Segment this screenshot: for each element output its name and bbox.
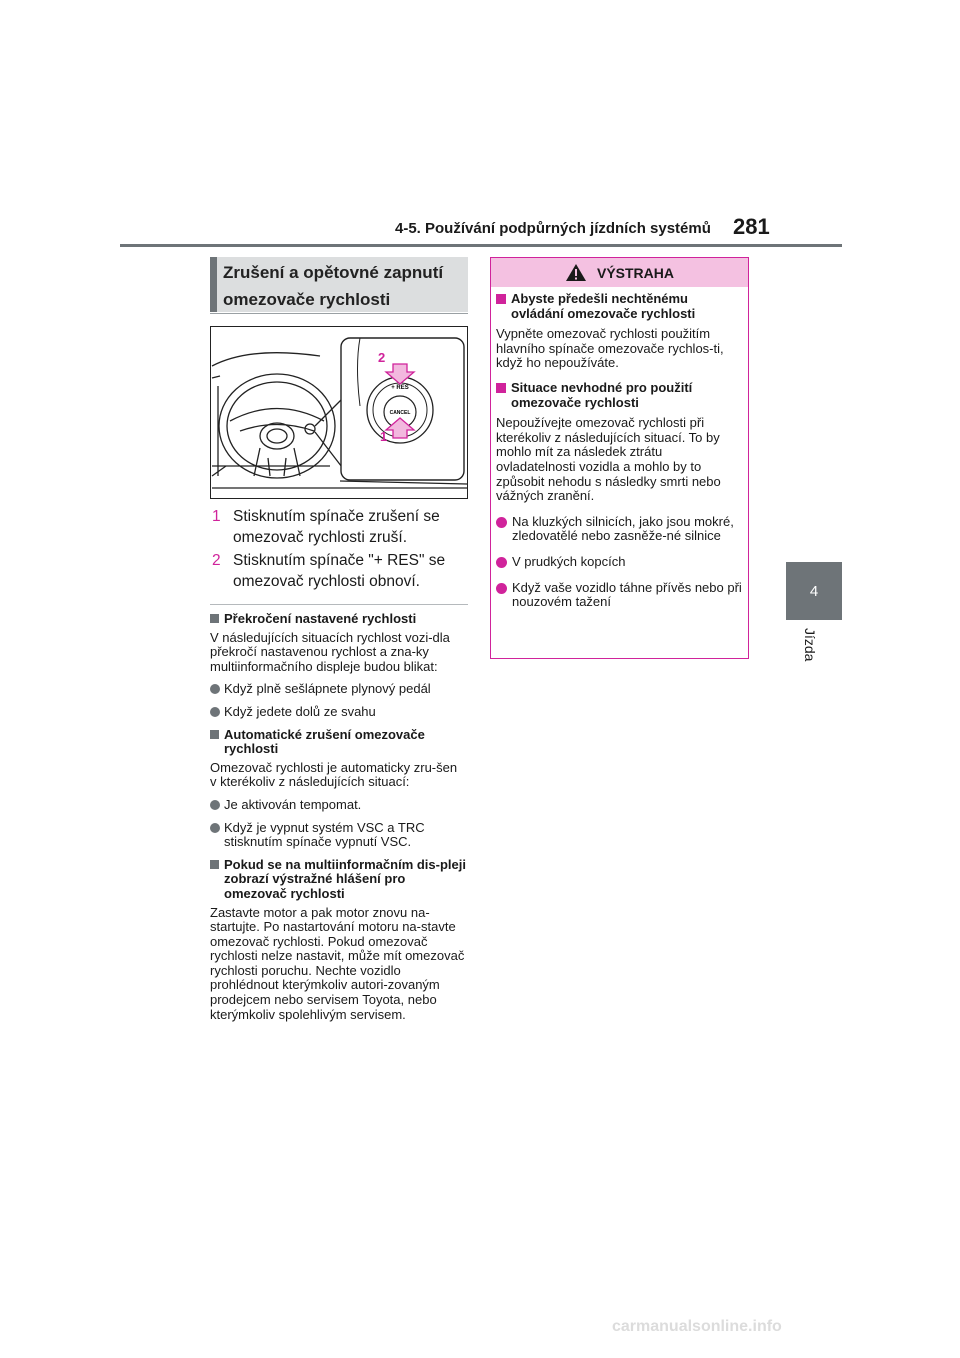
step-number: 1 [212, 508, 221, 525]
warning-header [491, 258, 748, 287]
warning-content [496, 292, 744, 610]
warning-bullet: Na kluzkých silnicích, jako jsou mokré, zledovatělé nebo zasněže-né silnice [496, 515, 744, 544]
notes-column [210, 612, 466, 1022]
bullet-item: Je aktivován tempomat. [210, 798, 466, 813]
note-paragraph: Omezovač rychlosti je automaticky zru-šen v kterékoliv z následujících situací: [210, 759, 458, 790]
bullet-item: Když jedete dolů ze svahu [210, 705, 466, 720]
steering-wheel-illustration [210, 326, 468, 499]
step-text: Stisknutím spínače zrušení se omezovač rychlosti zruší. [233, 508, 440, 546]
note-paragraph: Zastavte motor a pak motor znovu na-startujte. Po nastartování motoru na-stavte omezovač rychlosti. Pokud omezovač rychlosti nelze nastavit, může mít omezovač rychlosti poruchu. Nechte vozidlo prohlédnout kterýmkoliv autori-zovaným prodejcem nebo servisem Toyota, nebo kterýmkoliv spolehlivým servisem. [210, 904, 465, 1022]
section-header-title: 4-5. Používání podpůrných jízdních systémů [395, 220, 711, 237]
header-rule [120, 244, 842, 247]
note-paragraph: V následujících situacích rychlost vozi-dla překročí nastavenou rychlost a zna-ky multiinformačního displeje budou blikat: [210, 629, 450, 674]
warning-paragraph: Vypněte omezovač rychlosti použitím hlavního spínače omezovače rychlos-ti, když ho nepoužíváte. [496, 326, 724, 371]
note-heading-speed-exceeded: Překročení nastavené rychlosti [210, 612, 466, 627]
footer-watermark: carmanualsonline.info [612, 1318, 782, 1335]
section-heading [210, 257, 468, 312]
bullet-item: Když plně sešlápnete plynový pedál [210, 682, 466, 697]
step-number: 2 [212, 552, 221, 569]
note-heading-warning-message: Pokud se na multiinformačním dis-pleji zobrazí výstražné hlášení pro omezovač rychlosti [210, 858, 466, 902]
section-title-line2: omezovače rychlosti [223, 290, 391, 309]
step-text: Stisknutím spínače "+ RES" se omezovač rychlosti obnoví. [233, 552, 446, 590]
warning-bullet: V prudkých kopcích [496, 555, 744, 570]
subsection-divider [210, 604, 468, 605]
warning-heading: Situace nevhodné pro použití omezovače rychlosti [496, 381, 744, 410]
warning-heading: Abyste předešli nechtěnému ovládání omezovače rychlosti [496, 292, 744, 321]
section-divider [210, 313, 468, 314]
bullet-item: Když je vypnut systém VSC a TRC stisknutím spínače vypnutí VSC. [210, 821, 466, 850]
page-number: 281 [733, 214, 770, 239]
chapter-tab [786, 562, 842, 620]
callout-1: 1 [380, 429, 388, 444]
section-title-line1: Zrušení a opětovné zapnutí [223, 263, 444, 282]
chapter-number: 4 [809, 582, 819, 600]
chapter-label: Jízda [802, 628, 818, 662]
warning-paragraph: Nepoužívejte omezovač rychlosti při kterékoliv z následujících situací. To by mohlo mít za následek ztrátu ovladatelnosti vozidla a mohlo by to způsobit nehodu s následky smrti nebo vážných zranění. [496, 415, 721, 504]
res-switch-label: + RES [391, 385, 409, 391]
callout-2: 2 [378, 350, 386, 365]
warning-title: VÝSTRAHA [596, 264, 674, 281]
step-1 [212, 506, 474, 548]
warning-bullet: Když vaše vozidlo táhne přívěs nebo při nouzovém tažení [496, 581, 744, 610]
step-2 [212, 550, 474, 592]
steering-wheel-switch-diagram [210, 326, 468, 499]
cancel-switch-label: CANCEL [389, 410, 411, 416]
warning-triangle-icon [565, 263, 587, 282]
note-heading-auto-cancel: Automatické zrušení omezovače rychlosti [210, 728, 466, 757]
